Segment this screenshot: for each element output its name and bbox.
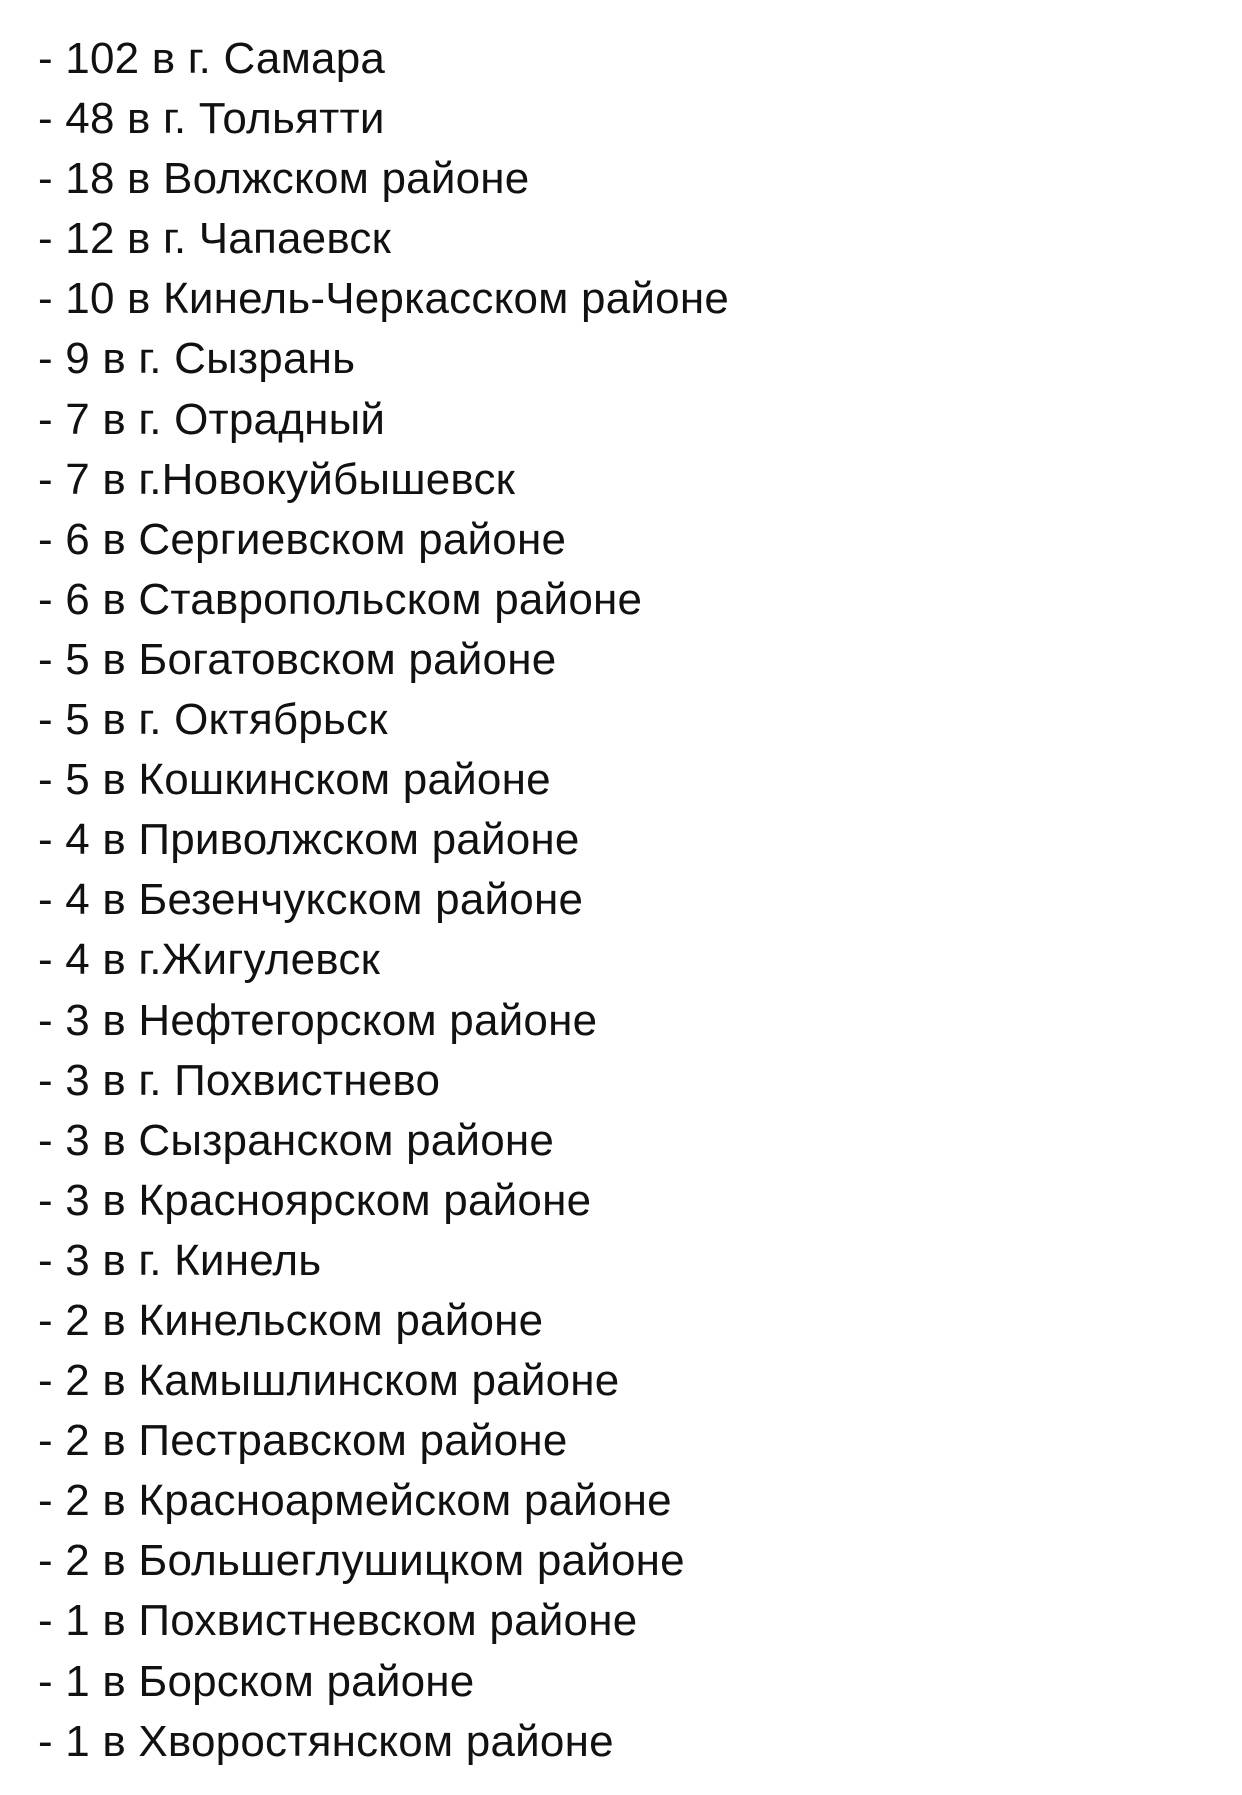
list-item: - 4 в Безенчукском районе — [38, 875, 584, 925]
list-item: - 1 в Хворостянском районе — [38, 1716, 614, 1766]
list-item: - 6 в Ставропольском районе — [38, 574, 643, 624]
list-item: - 102 в г. Самара — [38, 34, 386, 83]
list-item: - 2 в Пестравском районе — [38, 1416, 568, 1466]
list-item: - 18 в Волжском районе — [38, 154, 530, 204]
list-item: - 6 в Сергиевском районе — [38, 514, 567, 564]
list-item: - 3 в г. Похвистнево — [38, 1055, 441, 1105]
list-item: - 1 в Борском районе — [38, 1656, 475, 1706]
list-item: - 3 в Красноярском районе — [38, 1175, 592, 1225]
list-item: - 3 в Нефтегорском районе — [38, 995, 598, 1045]
list-item: - 2 в Большеглушицком районе — [38, 1536, 685, 1586]
list-item: - 5 в г. Октябрьск — [38, 695, 388, 745]
list-item: - 12 в г. Чапаевск — [38, 214, 392, 264]
list-item: - 5 в Богатовском районе — [38, 634, 557, 684]
list-item: - 1 в Похвистневском районе — [38, 1596, 638, 1646]
list-item: - 2 в Красноармейском районе — [38, 1476, 672, 1526]
list-item: - 2 в Кинельском районе — [38, 1295, 544, 1345]
list-item: - 7 в г.Новокуйбышевск — [38, 454, 516, 504]
list-item: - 7 в г. Отрадный — [38, 394, 386, 444]
list-item: - 10 в Кинель-Черкасском районе — [38, 274, 730, 324]
list-item: - 2 в Камышлинском районе — [38, 1356, 620, 1406]
district-case-list — [38, 29, 729, 1772]
list-item: - 4 в г.Жигулевск — [38, 935, 381, 985]
list-item: - 5 в Кошкинском районе — [38, 755, 551, 805]
list-item: - 48 в г. Тольятти — [38, 94, 385, 144]
list-item: - 3 в г. Кинель — [38, 1235, 322, 1285]
list-item: - 3 в Сызранском районе — [38, 1115, 555, 1165]
list-item: - 4 в Приволжском районе — [38, 815, 580, 865]
list-item: - 9 в г. Сызрань — [38, 334, 356, 384]
